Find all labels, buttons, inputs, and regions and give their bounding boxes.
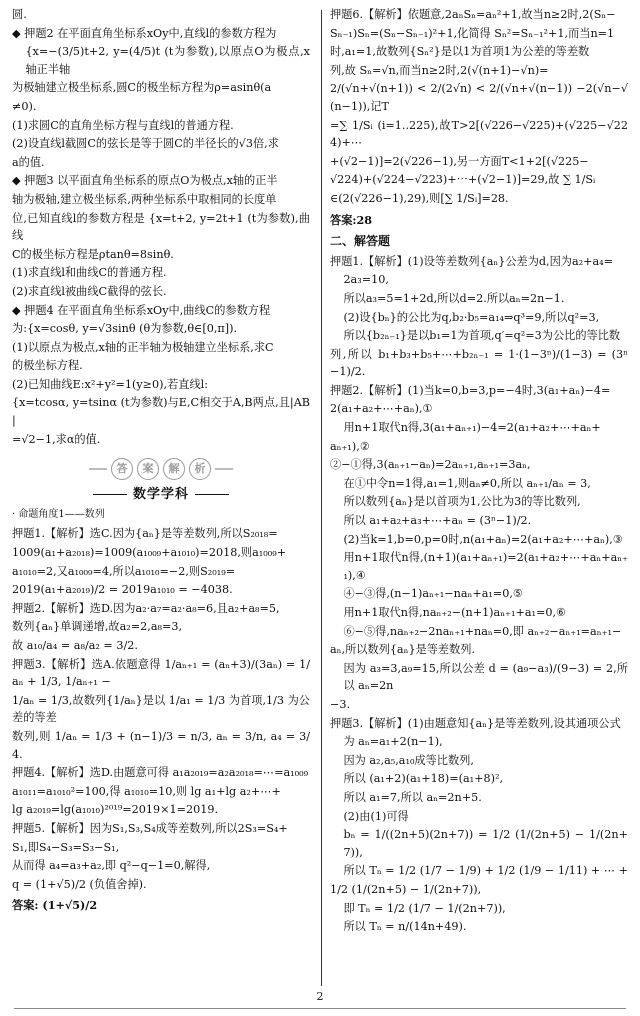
text-line: 轴为极轴,建立极坐标系,两种坐标系中取相同的长度单 bbox=[12, 192, 277, 206]
answer-line: 答案: (1+√5)/2 bbox=[12, 898, 98, 913]
solution-line: ⑥−⑤得,naₙ₊₂−2naₙ₊₁+naₙ=0,即 aₙ₊₂−aₙ₊₁=aₙ₊₁− bbox=[343, 624, 622, 638]
answer-line: 答案:28 bbox=[330, 212, 373, 227]
solution-line: 所以a₃=5=1+2d,所以d=2.所以aₙ=2n−1. bbox=[343, 291, 565, 305]
stamp-line bbox=[89, 468, 107, 470]
text-line: 为:{x=cosθ, y=√3sinθ (θ为参数,θ∈[0,π]). bbox=[12, 322, 238, 336]
solution-line: 所以 a₁+a₂+a₃+⋯+aₙ = (3ⁿ−1)/2. bbox=[343, 514, 532, 528]
stamp-char: 解 bbox=[163, 458, 185, 480]
solution-line: 1/2 (1/(2n+5) − 1/(2n+7)), bbox=[330, 882, 482, 896]
text-line: {x=−(3/5)t+2, y=(4/5)t (t为参数),以原点O为极点,x轴正半轴 bbox=[25, 45, 310, 76]
subject-title: 数学学科 bbox=[132, 487, 189, 503]
heading-rule bbox=[195, 494, 229, 495]
problem-3-title: ◆ 押题3 以平面直角坐标系的原点O为极点,x轴的正半 bbox=[12, 174, 278, 188]
solution-line: −3. bbox=[330, 697, 351, 711]
solution-line: 1009(a₁+a₂₀₁₈)=1009(a₁₀₀₉+a₁₀₁₀)=2018,则a₁₀₀₉+ bbox=[12, 546, 287, 560]
solution-line: 所以{b₂ₙ₋₁}是以b₁=1为首项,q′=q²=3为公比的等比数 bbox=[343, 329, 621, 343]
solution-line: Sₙ₋₁)Sₙ=(Sₙ−Sₙ₋₁)²+1,化简得 Sₙ²=Sₙ₋₁²+1,而当n=1 bbox=[330, 26, 615, 40]
solution-line: +(√2−1)]=2(√226−1),另一方面T<1+2[(√225− bbox=[330, 154, 589, 168]
solution-line: (2)当k=1,b=0,p=0时,n(a₁+aₙ)=2(a₁+a₂+⋯+aₙ),③ bbox=[343, 532, 623, 546]
text-line: 位,已知直线l的参数方程是 {x=t+2, y=2t+1 (t为参数),曲线 bbox=[12, 211, 310, 243]
subject-heading bbox=[12, 486, 310, 504]
solution-line: 押题5.【解析】因为S₁,S₃,S₄成等差数列,所以2S₃=S₄+ bbox=[12, 821, 288, 835]
solution-line: 押题6.【解析】依题意,2aₙSₙ=aₙ²+1,故当n≥2时,2(Sₙ− bbox=[330, 8, 616, 21]
text-line: 的极坐标方程. bbox=[12, 359, 83, 373]
solution-line: 所以 a₁=7,所以 aₙ=2n+5. bbox=[343, 790, 482, 804]
solution-line: 1/aₙ = 1/3,故数列{1/aₙ}是以 1/a₁ = 1/3 为首项,1/3 为公差的等差 bbox=[12, 693, 310, 725]
heading-rule bbox=[93, 494, 127, 495]
solution-line: 所以数列{aₙ}是以首项为1,公比为3的等比数列, bbox=[343, 495, 581, 509]
text-line: (2)已知曲线E:x²+y²=1(y≥0),若直线l: bbox=[12, 377, 209, 391]
solution-line: ④−③得,(n−1)aₙ₊₁−naₙ+a₁=0,⑤ bbox=[343, 587, 523, 601]
problem-4-title: ◆ 押题4 在平面直角坐标系xOy中,曲线C的参数方程 bbox=[12, 303, 271, 317]
solution-line: 列,所以 b₁+b₃+b₅+⋯+b₂ₙ₋₁ = 1·(1−3ⁿ)/(1−3) = (3ⁿ−1)/2. bbox=[330, 347, 628, 379]
solution-line: a₁₀₁₁=a₁₀₁₀²=100,得 a₁₀₁₀=10,则 lg a₁+lg a₂+⋯+ bbox=[12, 784, 281, 798]
solution-line: bₙ = 1/((2n+5)(2n+7)) = 1/2 (1/(2n+5) − 1/(2n+7)), bbox=[343, 828, 628, 859]
text-line: (1)以原点为极点,x轴的正半轴为极轴建立坐标系,求C bbox=[12, 340, 274, 354]
solution-line: 押题1.【解析】选C.因为{aₙ}是等差数列,所以S₂₀₁₈= bbox=[12, 527, 278, 541]
solution-line: √224)+(√224−√223)+⋯+(√2−1)]=29,故 ∑ 1/Sᵢ bbox=[330, 173, 596, 187]
solution-line: ②−①得,3(aₙ₊₁−aₙ)=2aₙ₊₁,aₙ₊₁=3aₙ, bbox=[330, 458, 531, 472]
solution-line: 故 a₁₀/a₄ = a₈/a₂ = 3/2. bbox=[12, 639, 138, 652]
text-line: 为极轴建立极坐标系,圆C的极坐标方程为ρ=asinθ(a bbox=[12, 81, 272, 95]
solution-line: aₙ,所以数列{aₙ}是等差数列. bbox=[330, 643, 476, 657]
solution-line: 用n+1取代n得,(n+1)(a₁+aₙ₊₁)=2(a₁+a₂+⋯+aₙ+aₙ₊₁),④ bbox=[343, 551, 628, 582]
solution-line: =∑ 1/Sᵢ (i=1..225),故T>2[(√226−√225)+(√225−√224)+⋯ bbox=[330, 118, 628, 150]
solution-line: 列,故 Sₙ=√n,而当n≥2时,2(√(n+1)−√n)= bbox=[330, 63, 549, 77]
text-line: (2)求直线l被曲线C截得的弦长. bbox=[12, 284, 167, 298]
text-line: a的值. bbox=[12, 155, 45, 169]
section-heading: 二、解答题 bbox=[330, 234, 391, 249]
solution-line: 所以 (a₁+2)(a₁+18)=(a₁+8)², bbox=[343, 772, 504, 786]
column-divider bbox=[321, 10, 322, 986]
solution-line: 数列{aₙ}单调递增,故a₂=2,a₈=3, bbox=[12, 620, 183, 634]
text-line: 圆. bbox=[12, 8, 27, 21]
problem-2-title: ◆ 押题2 在平面直角坐标系xOy中,直线l的参数方程为 bbox=[12, 26, 277, 40]
solution-line: 即 Tₙ = 1/2 (1/7 − 1/(2n+7)), bbox=[343, 901, 506, 915]
solution-line: 因为 a₂,a₅,a₁₀成等比数列, bbox=[343, 753, 474, 767]
solution-line: 为 aₙ=a₁+2(n−1), bbox=[343, 735, 443, 749]
solution-line: 2019(a₁+a₂₀₁₉)/2 = 2019a₁₀₁₀ = −4038. bbox=[12, 583, 233, 597]
solution-line: a₁₀₁₀=2,又a₁₀₀₉=4,所以a₁₀₁₀=−2,则S₂₀₁₉= bbox=[12, 564, 236, 578]
stamp-line bbox=[215, 468, 233, 470]
solution-line: 从而得 a₄=a₃+a₂,即 q²−q−1=0,解得, bbox=[12, 859, 211, 873]
answer-analysis-stamp bbox=[76, 458, 246, 480]
solution-line: 用n+1取代n得,naₙ₊₂−(n+1)aₙ₊₁+a₁=0,⑥ bbox=[343, 606, 567, 619]
text-line: (1)求直线l和曲线C的普通方程. bbox=[12, 266, 167, 280]
solution-line: 时,a₁=1,故数列{Sₙ²}是以1为首项1为公差的等差数 bbox=[330, 45, 590, 59]
solution-line: ∈(2(√226−1),29),则[∑ 1/Sᵢ]=28. bbox=[330, 191, 509, 205]
solution-line: 2(a₁+a₂+⋯+aₙ),① bbox=[330, 402, 433, 416]
text-line: ≠0). bbox=[12, 99, 37, 113]
solution-line: 用n+1取代n得,3(a₁+aₙ₊₁)−4=2(a₁+a₂+⋯+aₙ+ bbox=[343, 421, 601, 435]
solution-line: 押题2.【解析】选D.因为a₂·a₇=a₂·a₈=6,且a₂+a₈=5, bbox=[12, 601, 280, 615]
bottom-rule bbox=[14, 1008, 626, 1009]
solution-line: 押题1.【解析】(1)设等差数列{aₙ}公差为d,因为a₂+a₄= bbox=[330, 254, 614, 268]
text-line: (2)设直线l截圆C的弦长是等于圆C的半径长的√3倍,求 bbox=[12, 137, 279, 151]
page-number: 2 bbox=[316, 990, 324, 1003]
solution-line: 在①中令n=1得,a₁=1,则aₙ≠0,所以 aₙ₊₁/aₙ = 3, bbox=[343, 476, 591, 490]
solution-line: 因为 a₃=3,a₉=15,所以公差 d = (a₉−a₃)/(9−3) = 2,所以 aₙ=2n bbox=[343, 661, 628, 693]
left-column bbox=[12, 6, 310, 919]
stamp-char: 答 bbox=[111, 458, 133, 480]
solution-line: 押题2.【解析】(1)当k=0,b=3,p=−4时,3(a₁+aₙ)−4= bbox=[330, 383, 611, 397]
solution-line: aₙ₊₁),② bbox=[330, 439, 370, 453]
solution-line: (2)设{bₙ}的公比为q,b₂·b₅=a₁₄⇒q³=9,所以q²=3, bbox=[343, 310, 600, 324]
solution-line: 押题4.【解析】选D.由题意可得 a₁a₂₀₁₉=a₂a₂₀₁₈=⋯=a₁₀₀₉ bbox=[12, 766, 309, 780]
solution-line: lg a₂₀₁₉=lg(a₁₀₁₀)²⁰¹⁹=2019×1=2019. bbox=[12, 803, 219, 817]
text-line: =√2−1,求α的值. bbox=[12, 432, 101, 446]
solution-line: 2/(√n+√(n+1)) < 2/(2√n) < 2/(√n+√(n−1)) −2(√n−√(n−1)),记T bbox=[330, 82, 628, 113]
solution-line: q = (1+√5)/2 (负值舍掉). bbox=[12, 877, 147, 891]
stamp-char: 析 bbox=[189, 458, 211, 480]
solution-line: 2a₃=10, bbox=[343, 273, 389, 287]
solution-line: 押题3.【解析】(1)由题意知{aₙ}是等差数列,设其通项公式 bbox=[330, 716, 621, 730]
solution-line: 押题3.【解析】选A.依题意得 1/aₙ₊₁ = (aₙ+3)/(3aₙ) = 1/aₙ + 1/3, 1/aₙ₊₁ − bbox=[12, 657, 310, 689]
topic-angle: · 命题角度1——数列 bbox=[12, 508, 105, 520]
solution-line: 所以 Tₙ = 1/2 (1/7 − 1/9) + 1/2 (1/9 − 1/11) + ⋯ + bbox=[343, 864, 628, 878]
text-line: {x=tcosα, y=tsinα (t为参数)与E,C相交于A,B两点,且|AB| bbox=[12, 396, 310, 428]
solution-line: S₁,即S₄−S₃=S₃−S₁, bbox=[12, 840, 120, 854]
solution-line: 数列,则 1/aₙ = 1/3 + (n−1)/3 = n/3, aₙ = 3/n, a₄ = 3/4. bbox=[12, 729, 310, 761]
stamp-char: 案 bbox=[137, 458, 159, 480]
text-line: C的极坐标方程是ρtanθ=8sinθ. bbox=[12, 247, 174, 261]
solution-line: (2)由(1)可得 bbox=[343, 809, 409, 823]
solution-line: 所以 Tₙ = n/(14n+49). bbox=[343, 920, 467, 934]
right-column bbox=[330, 6, 628, 937]
text-line: (1)求圆C的直角坐标方程与直线l的普通方程. bbox=[12, 118, 234, 132]
